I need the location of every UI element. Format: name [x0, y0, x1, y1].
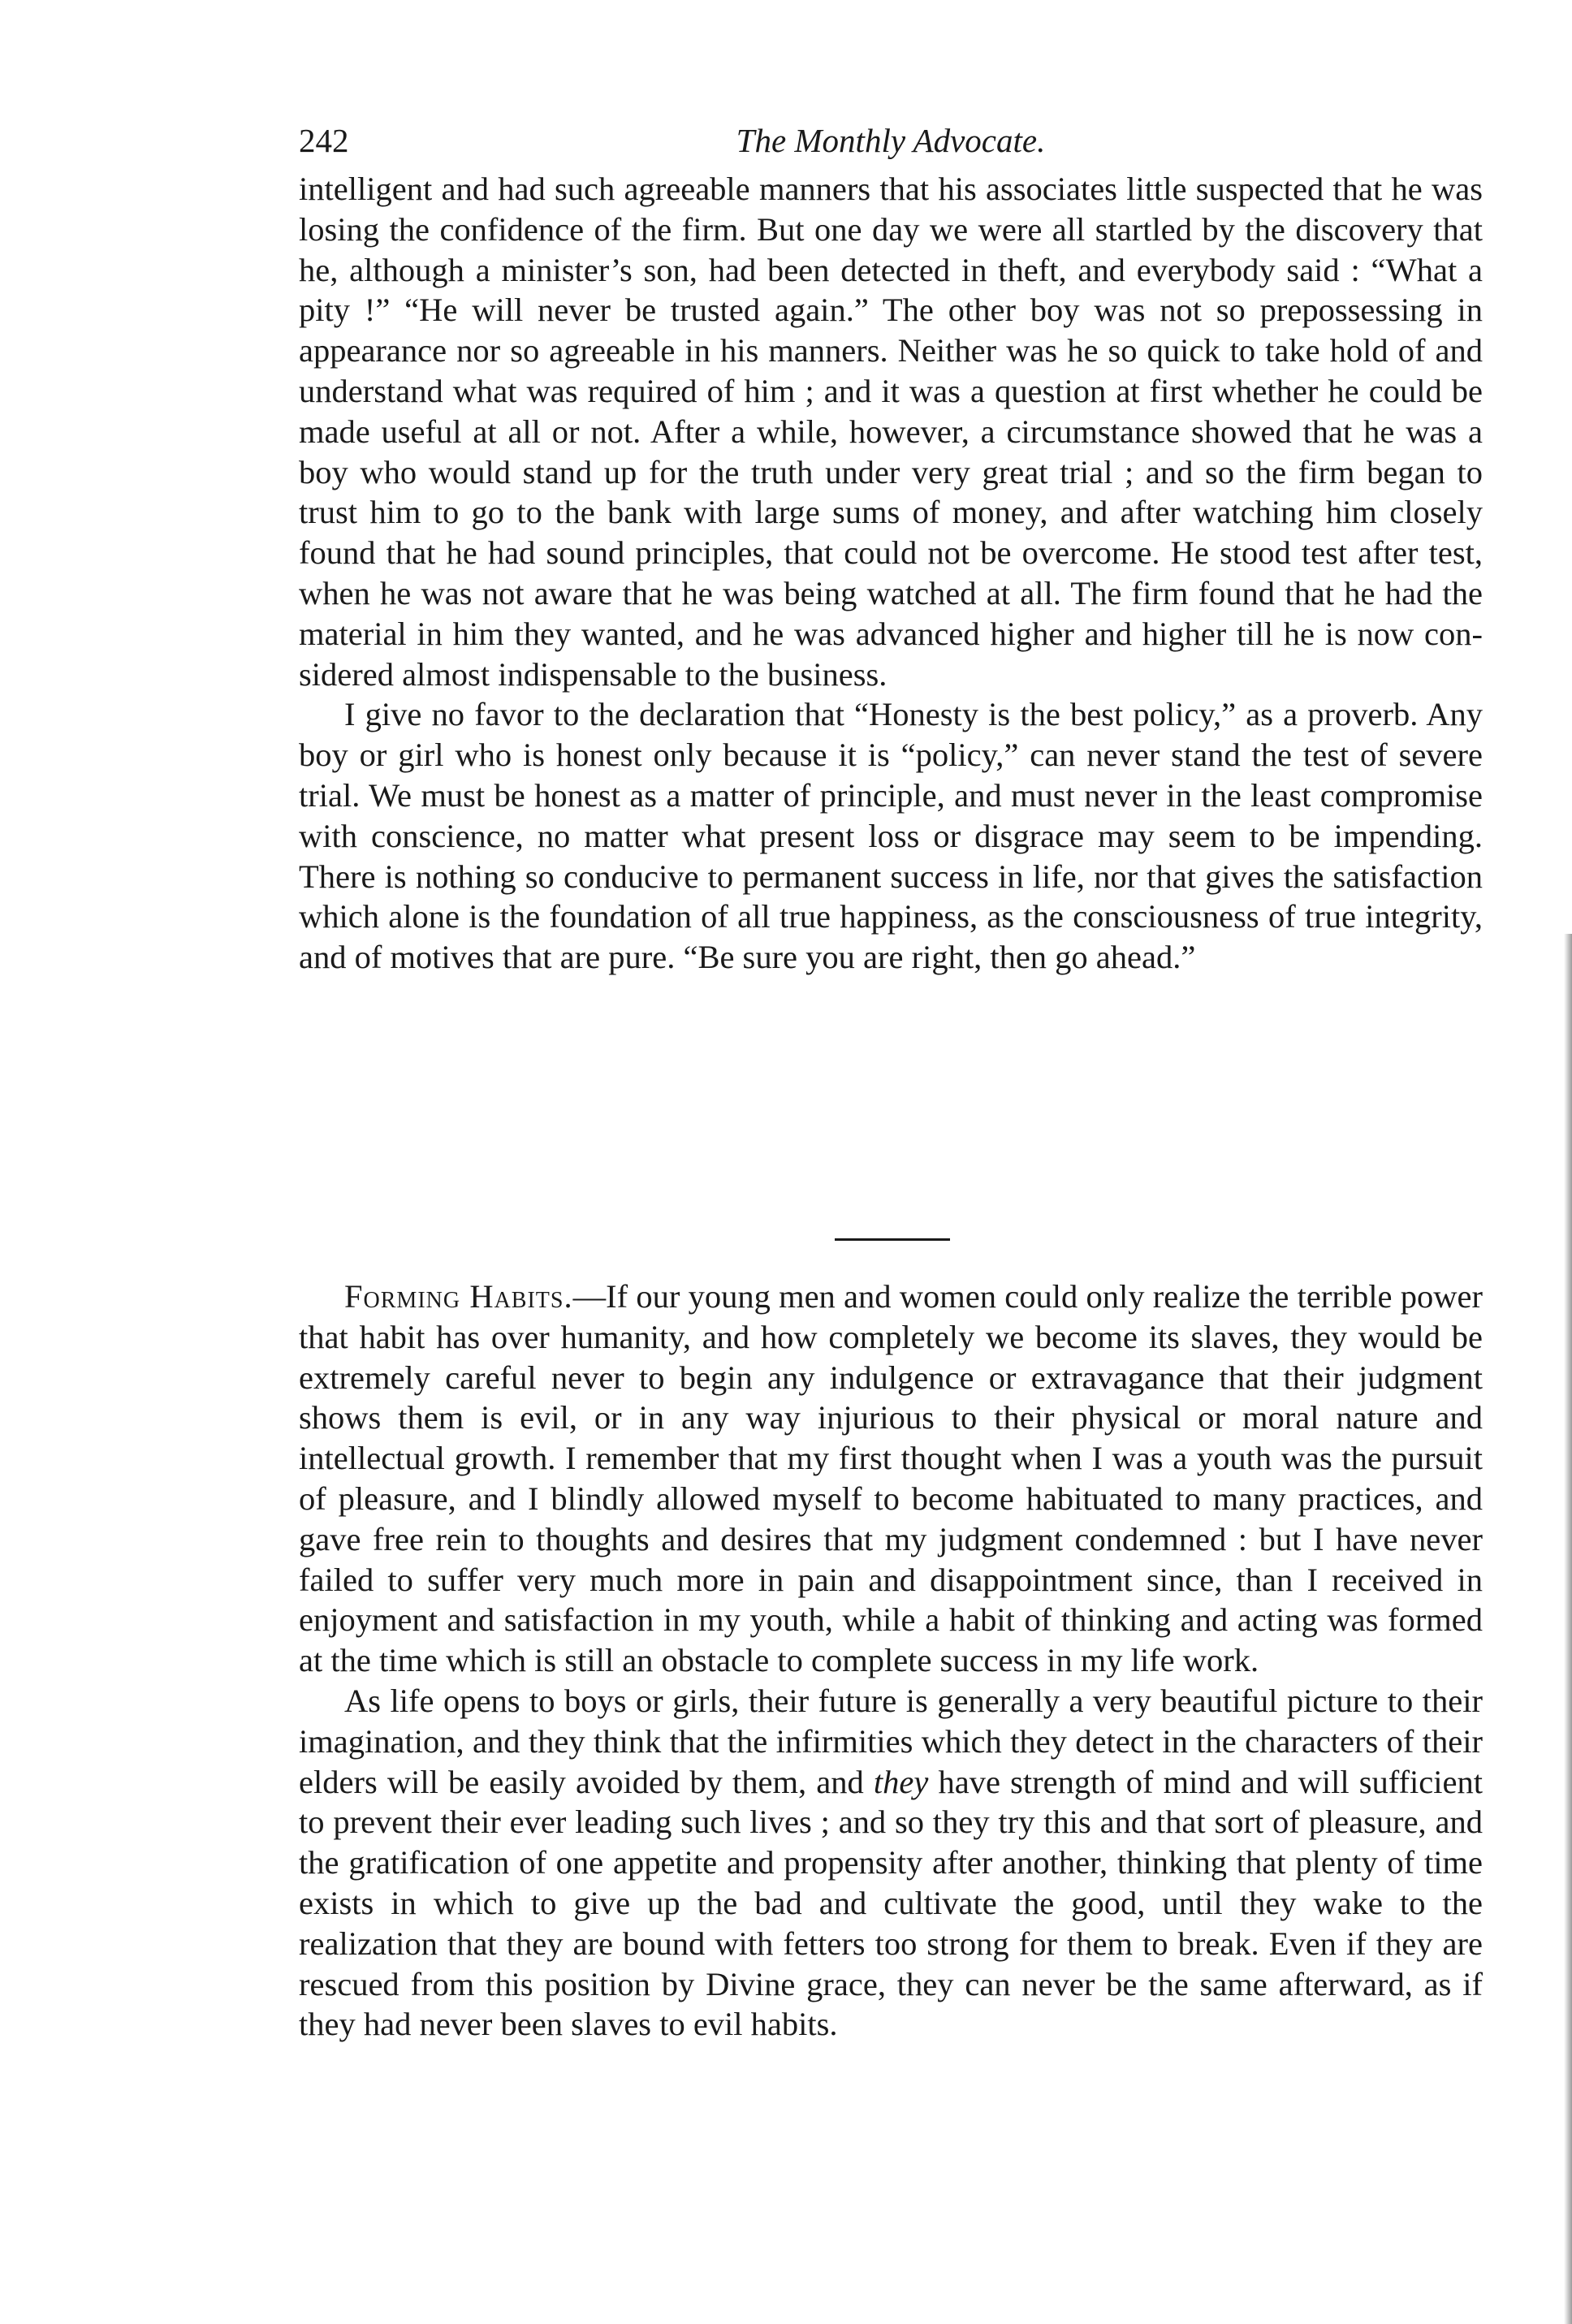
article-honesty — [299, 169, 1483, 978]
article-forming-habits — [299, 1276, 1483, 2045]
article-habits-paragraph-1 — [299, 1276, 1483, 1681]
article-habits-paragraph-2-part-2: have strength of mind and will sufficient to prevent their ever leading such lives ; and so they try this and that sort of pleasure, and the gratification of one appetite and propensity after another, thinking that plenty of time exists in which to give up the bad and cultivate the good, until they wake to the realization that they are bound with fetters too strong for them to break. Even if they are rescued from this position by Divine grace, they can never be the same afterward, as if they had never been slaves to evil habits. — [299, 1763, 1483, 2043]
article-habits-emphasis: they — [873, 1763, 929, 1800]
article-honesty-paragraph-1: intelligent and had such agreeable manners that his associates little suspected that he was losing the confidence of the firm. But one day we were all startled by the discovery that he, although a minister’s son, had been detected in theft, and everybody said : “What a pity !” “He will never be trusted again.” The other boy was not so prepossessing in appearance nor so agreeable in his manners. Neither was he so quick to take hold of and understand what was required of him ; and it was a question at first whether he could be made useful at all or not. After a while, however, a circumstance showed that he was a boy who would stand up for the truth under very great trial ; and so the firm began to trust him to go to the bank with large sums of money, and after watching him closely found that he had sound principles, that could not be overcome. He stood test after test, when he was not aware that he was being watched at all. The firm found that he had the material in him they wanted, and he was advanced higher and higher till he is now considered almost indispensable to the business. — [299, 171, 1483, 693]
article-habits-paragraph-2-part-1: As life opens to boys or girls, their future is generally a very beautiful picture to their imagination, and they think that the infirmities which they detect in the characters of their elders will be easily avoided by them, and — [299, 1682, 1483, 1800]
journal-title: The Monthly Advocate. — [736, 122, 1046, 159]
page-edge-shadow — [1564, 934, 1572, 2324]
article-habits-paragraph-1-body: —If our young men and women could only realize the terrible power that habit has over humanity, and how completely we become its slaves, they would be extremely careful never to begin any indulgence or extravagance that their judgment shows them is evil, or in any way injurious to their physical or moral nature and intellectual growth. I remember that my first thought when I was a youth was the pursuit of pleasure, and I blindly allowed myself to become habituated to many practices, and gave free rein to thoughts and desires that my judgment condemned : but I have never failed to suffer very much more in pain and disappointment since, than I received in enjoyment and satisfaction in my youth, while a habit of thinking and acting was formed at the time which is still an obstacle to complete success in my life work. — [299, 1278, 1483, 1679]
article-honesty-paragraph-2: I give no favor to the declaration that “Honesty is the best policy,” as a proverb. Any boy or girl who is honest only because it is “policy,” can never stand the test of severe trial. We must be honest as a matter of principle, and must never in the least compromise with conscience, no matter what present loss or disgrace may seem to be impending. There is nothing so conducive to permanent success in life, nor that gives the satisfaction which alone is the foundation of all true happiness, as the consciousness of true integrity, and of motives that are pure. “Be sure you are right, then go ahead.” — [299, 696, 1483, 976]
section-divider — [835, 1238, 950, 1241]
page-number: 242 — [299, 122, 349, 159]
article-habits-paragraph-2 — [299, 1681, 1483, 2045]
running-head — [299, 112, 1483, 169]
article-habits-heading: Forming Habits. — [344, 1278, 573, 1315]
